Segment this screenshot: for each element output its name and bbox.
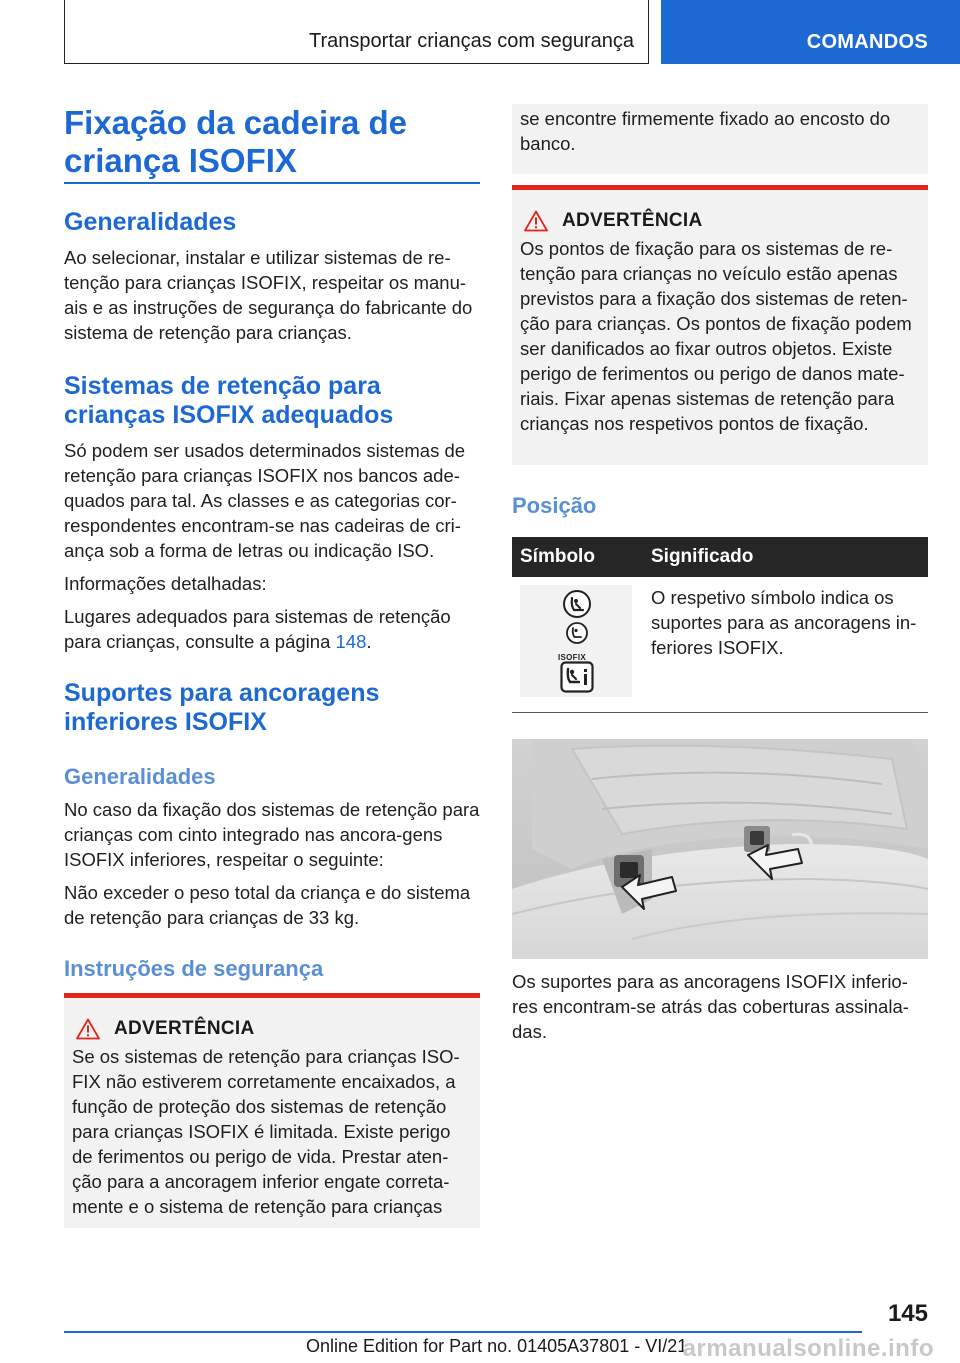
peso-paragraph: Não exceder o peso total da criança e do sistema de retenção para crianças de 33 kg.: [64, 882, 471, 928]
title-rule: [64, 182, 480, 184]
table-header-row: [512, 537, 928, 577]
heading-generalidades: Generalidades: [64, 208, 237, 236]
header-chapter-label: COMANDOS: [806, 31, 928, 53]
subheading-instrucoes: Instruções de segurança: [64, 956, 324, 981]
heading-sistemas-retencao: Sistemas de retenção para crianças ISOFIX adequados: [64, 372, 394, 429]
table-bottom-rule: [512, 712, 928, 713]
warning-text: Os pontos de fixação para os sistemas de re-tenção para crianças no veículo estão apenas previstos para a fixação dos sistemas de reten-ção para crianças. Os pontos de fixação podem ser danificados ao fixar outros objetos. Existe perigo de ferimentos ou perigo de danos mate-riais. Fixar apenas sistemas de retenção para crianças nos respetivos pontos de fixação.: [520, 238, 912, 434]
warning-box-1-continued: [512, 104, 928, 174]
warning-continued-text: se encontre firmemente fixado ao encosto do banco.: [520, 108, 891, 154]
lugares-paragraph: [64, 604, 480, 654]
symbol-cell: [512, 577, 643, 697]
warning-title: ADVERTÊNCIA: [114, 1018, 255, 1039]
generalidades-paragraph: Ao selecionar, instalar e utilizar sistemas de re-tenção para crianças ISOFIX, respeitar os manu-ais e as instruções de segurança do fabricante do sistema de retenção para crianças.: [64, 247, 473, 343]
child-seat-circle-icon: [562, 589, 592, 619]
lugares-text: Lugares adequados para sistemas de retenção para crianças, consulte a página: [64, 606, 451, 652]
warning-title: ADVERTÊNCIA: [562, 210, 703, 231]
heading-posicao: Posição: [512, 493, 597, 518]
watermark-text: armanualsonline.info: [682, 1335, 934, 1362]
child-seat-info-icon: [560, 661, 594, 693]
header-chapter-tab[interactable]: [661, 0, 960, 64]
suportes-paragraph: No caso da fixação dos sistemas de retenção para crianças com cinto integrado nas ancora-gens ISOFIX inferiores, respeitar o seguinte:: [64, 799, 480, 870]
warning-triangle-icon: [524, 210, 548, 232]
warning-triangle-icon: [76, 1018, 100, 1040]
header-section-box: [64, 0, 649, 64]
warning-box-1: [64, 993, 480, 1228]
page-number: 145: [887, 1300, 928, 1327]
table-header-meaning: Significado: [643, 537, 928, 577]
warning-header: [76, 1018, 472, 1040]
page-link-148[interactable]: 148: [335, 631, 367, 652]
lugares-end: .: [366, 631, 372, 652]
photo-caption: Os suportes para as ancoragens ISOFIX inferio-res encontram-se atrás das coberturas assinala-das.: [512, 971, 909, 1042]
subheading-generalidades: Generalidades: [64, 764, 216, 789]
warning-header: [524, 210, 920, 232]
table-header-symbol: Símbolo: [512, 537, 643, 577]
symbol-table: [512, 537, 928, 697]
info-label: Informações detalhadas:: [64, 573, 267, 594]
warning-box-2: [512, 185, 928, 465]
table-row: [512, 577, 928, 697]
header-section-title: Transportar crianças com segurança: [309, 30, 634, 52]
isofix-label: ISOFIX: [558, 653, 587, 662]
rear-seat-illustration: [512, 739, 928, 959]
isofix-symbols: [520, 585, 632, 697]
heading-suportes: Suportes para ancoragens inferiores ISOFIX: [64, 679, 380, 736]
sistemas-paragraph: Só podem ser usados determinados sistemas de retenção para crianças ISOFIX nos bancos ade-quados para tal. As classes e as categorias cor-respondentes encontram-se nas cadeiras de cri-ança sob a forma de letras ou indicação ISO.: [64, 440, 466, 561]
page-title: Fixação da cadeira de criança ISOFIX: [64, 104, 408, 179]
footer-edition: Online Edition for Part no. 01405A37801 - VI/21: [306, 1336, 688, 1356]
warning-text: Se os sistemas de retenção para crianças ISO-FIX não estiverem corretamente encaixados, a função de proteção dos sistemas de retenção para crianças ISOFIX é limitada. Existe perigo de ferimentos ou perigo de vida. Prestar aten-ção para a ancoragem inferior engate correta-mente e o sistema de retenção para crianças: [72, 1046, 460, 1217]
footer-rule: [64, 1331, 862, 1333]
meaning-cell: O respetivo símbolo indica os suportes para as ancoragens in-feriores ISOFIX.: [651, 587, 917, 658]
isofix-anchor-photo: [512, 739, 928, 959]
